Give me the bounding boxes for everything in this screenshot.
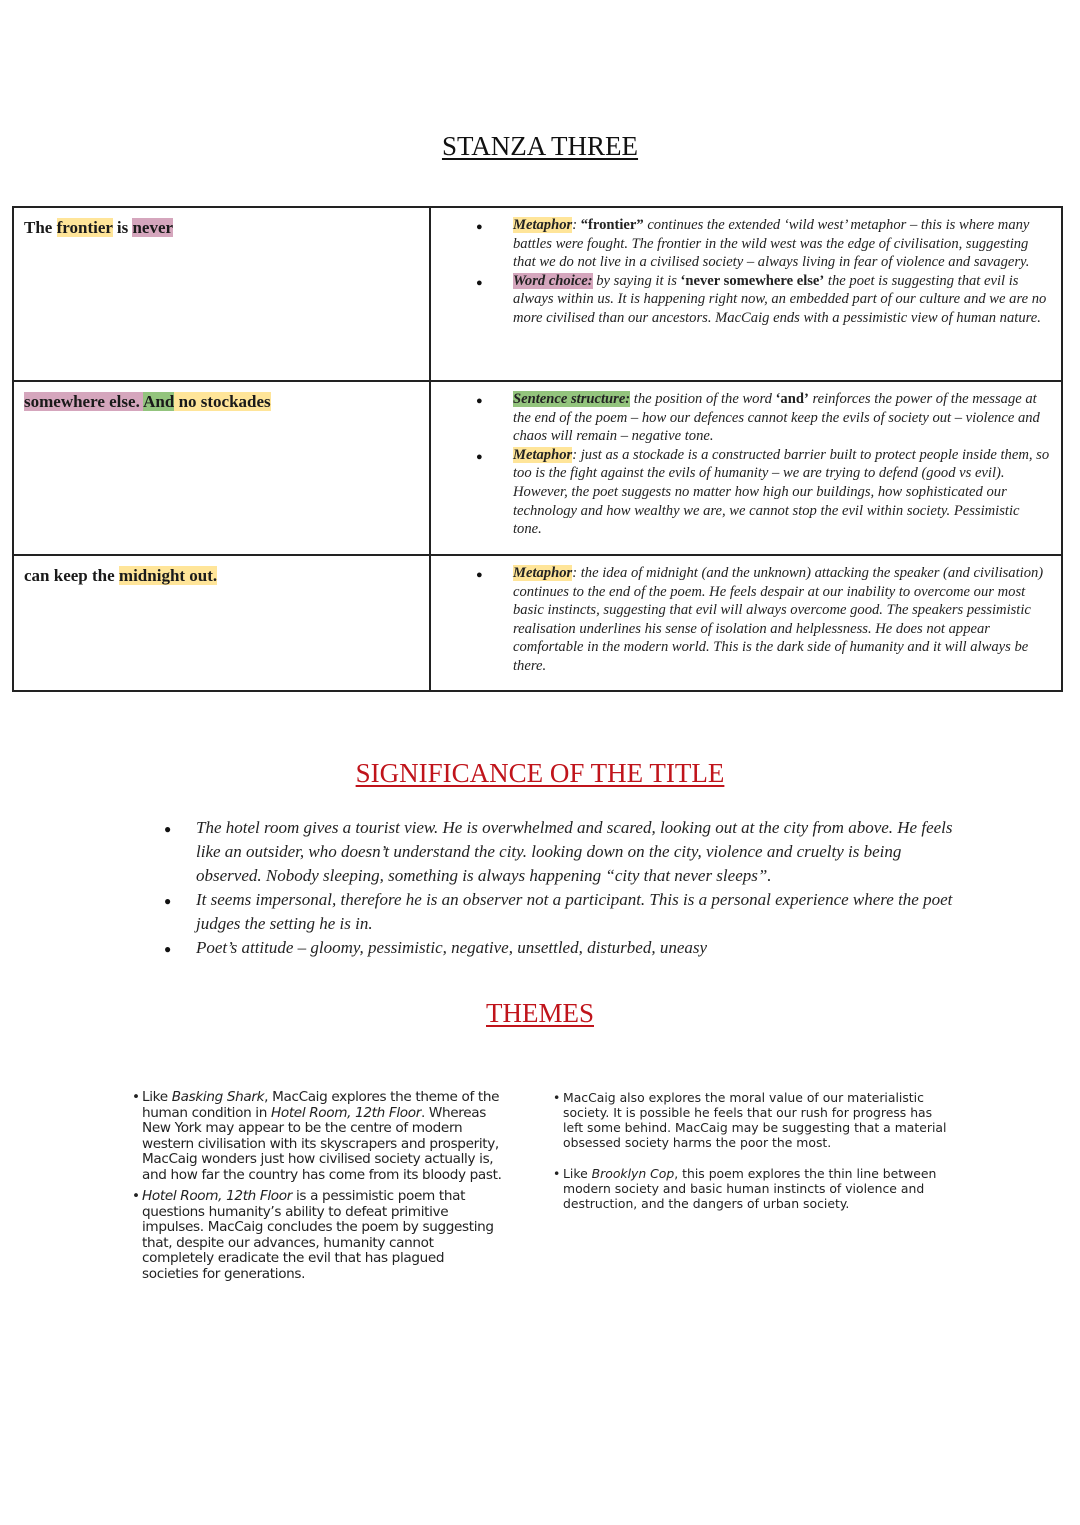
themes-left-column (132, 1090, 502, 1288)
quote: ‘never somewhere else’ (680, 272, 825, 289)
line-highlight: never (132, 218, 174, 237)
note-text: reinforces the power of the message at the end of the poem – how our defences cannot keep the evils of society out – violence and chaos will remain – negative tone. (513, 391, 1040, 445)
themes-heading: THEMES (486, 998, 594, 1028)
poem-title: Basking Shark (171, 1089, 265, 1105)
theme-point (132, 1090, 502, 1183)
theme-point (553, 1166, 953, 1211)
theme-text: is a pessimistic poem that questions humanity’s ability to defeat primitive impulses. MacCaig concludes the poem by suggesting that, despite our advances, humanity cannot completely eradicate the evil that has plagued societies for generations. (142, 1188, 494, 1282)
poem-title: Brooklyn Cop (591, 1166, 675, 1181)
analysis-cell (430, 381, 1062, 555)
table-row (13, 555, 1062, 691)
analysis-cell (430, 207, 1062, 381)
analysis-note (441, 272, 1051, 328)
analysis-cell (430, 555, 1062, 691)
technique-label: Sentence structure: (513, 391, 631, 407)
theme-text: Like (142, 1089, 172, 1105)
significance-point: ● The hotel room gives a tourist view. He is overwhelmed and scared, looking out at the city from above. He feels like an outsider, who doesn’t understand the city. looking down on the city, violence and cruelty is being observed. Nobody sleeping, something is always happening “city that never sleeps”. (160, 816, 960, 888)
stanza-heading: STANZA THREE (441, 131, 639, 161)
table-row (13, 207, 1062, 381)
line-text: The (24, 218, 57, 237)
poem-title: Hotel Room, 12th Floor (142, 1188, 292, 1204)
line-highlight: midnight out. (118, 566, 218, 585)
significance-point: ● It seems impersonal, therefore he is an observer not a participant. This is a personal experience where the poet judges the setting he is in. (160, 888, 960, 936)
line-highlight: frontier (56, 218, 113, 237)
theme-text: Like (563, 1166, 592, 1181)
table-row (13, 381, 1062, 555)
theme-text: . Whereas New York may appear to be the centre of modern western civilisation with its skyscrapers and prosperity, MacCaig wonders just how civilised society actually is, and how far the country has come from its bloody past. (142, 1104, 502, 1183)
theme-point (553, 1090, 953, 1150)
theme-text: MacCaig also explores the moral value of our materialistic society. It is possible he feels that our rush for progress has left some behind. MacCaig may be suggesting that a material obsessed society harms the poor the most. (563, 1090, 947, 1150)
note-text: : just as a stockade is a constructed barrier built to protect people inside them, so too is the fight against the evils of humanity – we are trying to defend (good vs evil). However, the poet suggests no matter how high our buildings, how sophisticated our technology and how wealthy we are, we cannot stop the evil within society. Pessimistic tone. (513, 446, 1050, 538)
line-text: can keep the (24, 566, 119, 585)
technique-label: Metaphor (513, 446, 573, 463)
poem-title: Hotel Room, 12th Floor (270, 1104, 421, 1121)
poem-line (13, 207, 430, 381)
analysis-note (441, 216, 1051, 272)
note-text: the poet is suggesting that evil is always within us. It is happening right now, an embedded part of our culture and we are no more civilised than our ancestors. MacCaig ends with a pessimistic view of human nature. (513, 272, 1047, 326)
technique-label: Metaphor (513, 217, 573, 233)
theme-text: , this poem explores the thin line between modern society and basic human instincts of violence and destruction, and the dangers of urban society. (563, 1166, 937, 1211)
line-highlight: somewhere else. (24, 392, 144, 411)
line-text: is (112, 218, 133, 237)
note-text: by saying it is (592, 272, 681, 289)
poem-line (13, 381, 430, 555)
significance-point: ● Poet’s attitude – gloomy, pessimistic, negative, unsettled, disturbed, uneasy (160, 936, 960, 960)
quote: ‘and’ (775, 391, 809, 407)
significance-list (160, 816, 960, 960)
line-highlight: no stockades (174, 392, 271, 411)
quote: “frontier” (580, 217, 644, 233)
line-highlight: And (143, 392, 175, 411)
technique-label: Metaphor (513, 565, 573, 581)
analysis-note (441, 390, 1051, 446)
analysis-note (441, 446, 1051, 539)
significance-heading: SIGNIFICANCE OF THE TITLE (355, 758, 725, 788)
technique-label: Word choice: (513, 272, 593, 289)
note-text: : (572, 217, 581, 233)
note-text: : the idea of midnight (and the unknown) attacking the speaker (and civilisation) continues to the end of the poem. He feels despair at our inability to overcome our most basic instincts, suggesting that evil will always overcome good. The speakers pessimistic realisation underlines his sense of isolation and helplessness. He does not appear comfortable in the modern world. This is the dark side of humanity and it will always be there. (513, 565, 1044, 674)
theme-point (132, 1189, 502, 1282)
theme-text: , MacCaig explores the theme of the human condition in (142, 1089, 500, 1121)
note-text: the position of the word (630, 391, 776, 407)
analysis-table (12, 206, 1063, 692)
poem-line (13, 555, 430, 691)
note-text: continues the extended ‘wild west’ metaphor – this is where many battles were fought. The frontier in the wild west was the edge of civilisation, suggesting that we do not live in a civilised society – always living in fear of violence and savagery. (513, 217, 1030, 271)
themes-right-column (553, 1090, 953, 1227)
analysis-note (441, 564, 1051, 676)
